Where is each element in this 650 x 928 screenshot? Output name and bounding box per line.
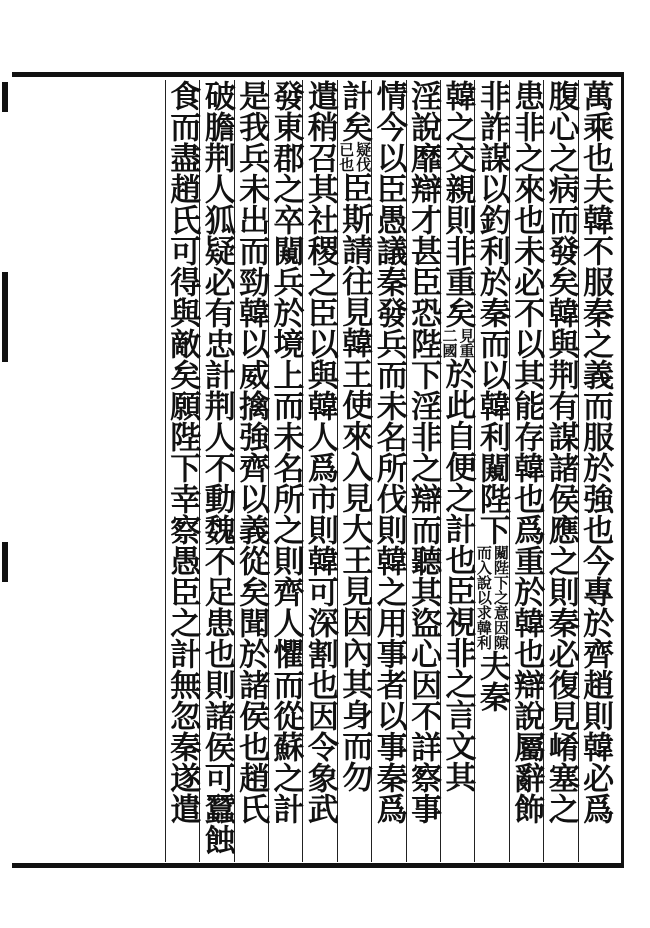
text-column-3 [509,80,543,862]
main-text: 患非之來也未必不以其能存韓也爲重於韓也辯說屬辭飾 [508,80,545,824]
main-text: 遣稍召其社稷之臣以與韓人爲市則韓可深割也因令象武 [301,80,338,824]
main-text: 非詐謀以釣利於秦而以韓利闚陛下 [473,80,510,545]
annotation-line: 隙 [491,635,510,650]
gutter-mark [2,272,8,362]
main-text: 萬乘也夫韓不服秦之義而服於強也今專於齊趙則韓必爲 [577,80,614,824]
text-column-10 [268,80,302,862]
interlinear-annotation [337,142,371,172]
annotation-line: 已也 [337,142,356,172]
gutter-mark [2,82,8,112]
main-text: 淫說靡辯才甚臣恐陛下淫非之辯而聽其盜心因不詳察事 [405,80,442,824]
annotation-line: 而入說 [474,545,493,590]
text-column-9 [302,80,336,862]
text-column-1 [578,80,612,862]
main-text: 發東郡之卒闚兵於境上而未名所之則齊人懼而從蘇之計 [267,80,304,824]
interlinear-annotation [475,545,509,590]
text-column-6 [406,80,440,862]
main-text: 韓之交親則非重矣 [439,80,476,328]
interlinear-annotation [441,328,475,358]
text-column-7 [371,80,405,862]
text-column-11 [234,80,268,862]
main-text: 是我兵未出而勁韓以威擒強齊以義從矣聞於諸侯也趙氏 [233,80,270,824]
text-column-5 [440,80,474,862]
interlinear-annotation [475,635,509,650]
text-column-2 [543,80,577,862]
annotation-line: 闚陛下 [491,545,510,590]
text-column-13 [165,80,199,862]
main-text: 夫秦 [473,650,510,712]
main-text: 於此自便之計也臣視非之言文其 [439,358,476,792]
interlinear-annotation [475,590,509,635]
annotation-line: 之意因 [491,590,510,635]
text-column-8 [337,80,371,862]
main-text: 情今以臣愚議秦發兵而未名所伐則韓之用事者以事秦爲 [370,80,407,824]
gutter-mark [2,542,8,582]
annotation-line: 二國 [440,328,459,358]
page-gutter-edge [0,72,12,868]
main-text: 臣斯請往見韓王使來入見大王見因內其身而勿 [336,172,373,792]
text-column-4 [474,80,508,862]
annotation-line: 疑伐 [354,142,373,172]
main-text: 腹心之病而發矣韓與荆有謀諸侯應之則秦必復見崤塞之 [542,80,579,824]
main-text: 食而盡趙氏可得與敵矣願陛下幸察愚臣之計無忽秦遂遣 [164,80,201,824]
main-text: 破膽荆人狐疑必有忠計荆人不動魏不足患也則諸侯可蠶蝕 [198,80,235,855]
annotation-line: 見重 [457,328,476,358]
text-column-12 [199,80,233,862]
annotation-line: 以求韓 [474,590,493,635]
annotation-line: 利 [474,635,493,650]
main-text: 計矣 [336,80,373,142]
